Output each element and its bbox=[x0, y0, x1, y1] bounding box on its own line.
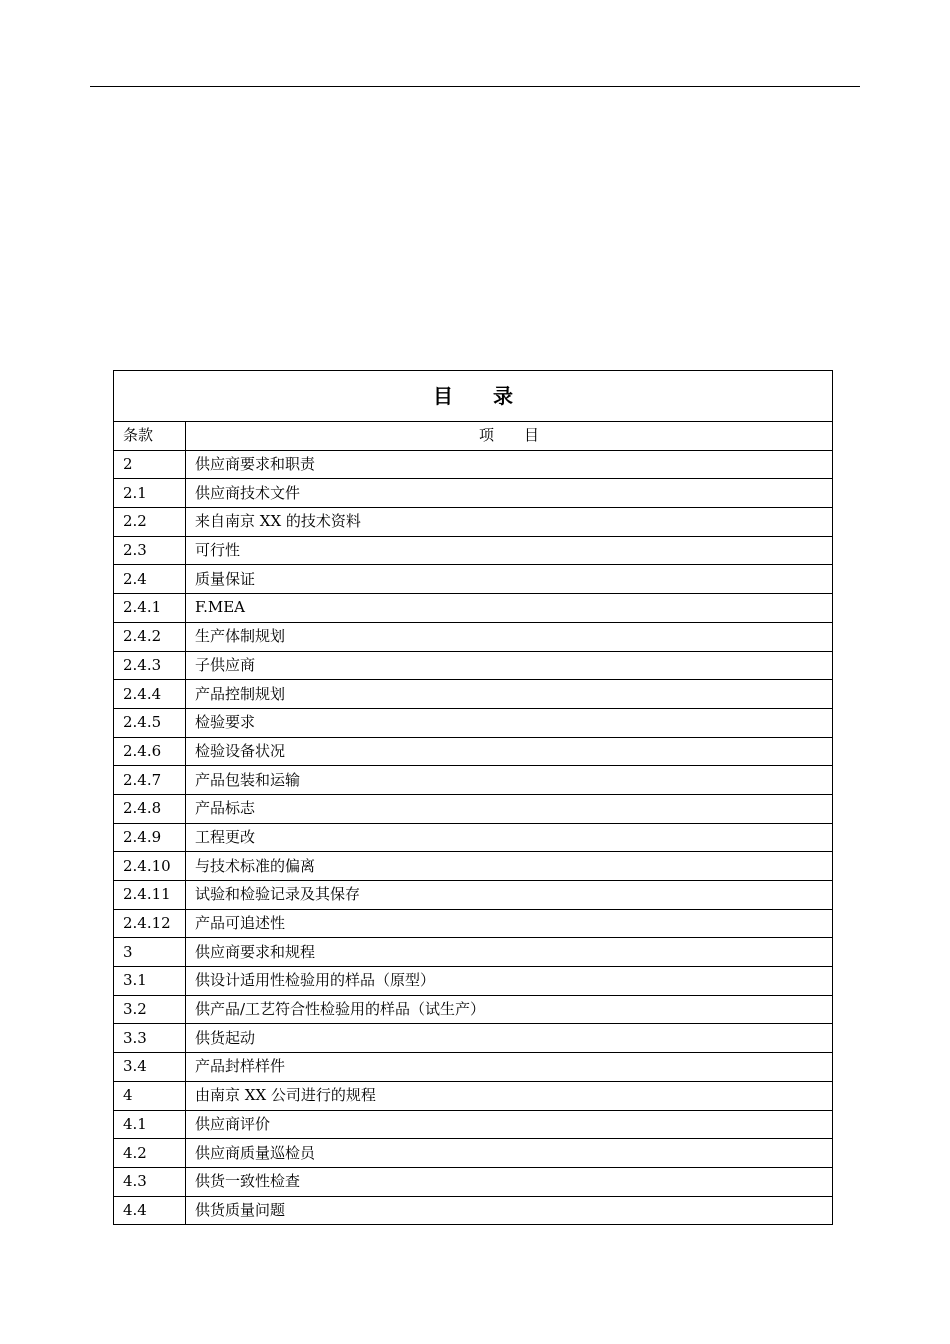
item-title: 产品标志 bbox=[186, 794, 833, 823]
clause-number: 2.4.6 bbox=[114, 737, 186, 766]
table-row bbox=[114, 995, 833, 1024]
table-row bbox=[114, 594, 833, 623]
item-title: 供应商要求和职责 bbox=[186, 450, 833, 479]
item-title: 供应商技术文件 bbox=[186, 479, 833, 508]
item-title: 试验和检验记录及其保存 bbox=[186, 881, 833, 910]
item-title: 可行性 bbox=[186, 536, 833, 565]
clause-number: 3.2 bbox=[114, 995, 186, 1024]
table-row bbox=[114, 1196, 833, 1225]
table-row bbox=[114, 651, 833, 680]
clause-number: 2.4.1 bbox=[114, 594, 186, 623]
clause-number: 3.1 bbox=[114, 967, 186, 996]
item-title: 供产品/工艺符合性检验用的样品（试生产） bbox=[186, 995, 833, 1024]
table-row bbox=[114, 536, 833, 565]
clause-number: 2.4.4 bbox=[114, 680, 186, 709]
table-row bbox=[114, 794, 833, 823]
item-title: 工程更改 bbox=[186, 823, 833, 852]
table-row bbox=[114, 823, 833, 852]
item-title: 供应商评价 bbox=[186, 1110, 833, 1139]
table-row bbox=[114, 1167, 833, 1196]
item-title: 供设计适用性检验用的样品（原型） bbox=[186, 967, 833, 996]
item-title: 供货起动 bbox=[186, 1024, 833, 1053]
clause-number: 3.3 bbox=[114, 1024, 186, 1053]
item-title: 产品可追述性 bbox=[186, 909, 833, 938]
clause-number: 3.4 bbox=[114, 1053, 186, 1082]
item-title: 产品控制规划 bbox=[186, 680, 833, 709]
clause-number: 4.1 bbox=[114, 1110, 186, 1139]
clause-number: 2.4.3 bbox=[114, 651, 186, 680]
table-row bbox=[114, 967, 833, 996]
clause-number: 2.4 bbox=[114, 565, 186, 594]
item-title: F.MEA bbox=[186, 594, 833, 623]
clause-number: 2.4.2 bbox=[114, 622, 186, 651]
clause-number: 2.4.11 bbox=[114, 881, 186, 910]
table-row bbox=[114, 852, 833, 881]
clause-number: 2.2 bbox=[114, 508, 186, 537]
item-title: 由南京 XX 公司进行的规程 bbox=[186, 1081, 833, 1110]
table-row bbox=[114, 1139, 833, 1168]
item-title: 质量保证 bbox=[186, 565, 833, 594]
clause-number: 2.4.10 bbox=[114, 852, 186, 881]
table-row bbox=[114, 909, 833, 938]
column-header-item: 项 目 bbox=[186, 422, 833, 451]
table-row bbox=[114, 708, 833, 737]
toc-title: 目 录 bbox=[114, 371, 833, 422]
table-row bbox=[114, 1024, 833, 1053]
table-row bbox=[114, 565, 833, 594]
table-row bbox=[114, 766, 833, 795]
clause-number: 2.3 bbox=[114, 536, 186, 565]
table-row bbox=[114, 479, 833, 508]
table-row bbox=[114, 938, 833, 967]
table-row bbox=[114, 881, 833, 910]
clause-number: 4.3 bbox=[114, 1167, 186, 1196]
clause-number: 4.4 bbox=[114, 1196, 186, 1225]
clause-number: 2 bbox=[114, 450, 186, 479]
toc-title-row bbox=[114, 371, 833, 422]
item-title: 检验要求 bbox=[186, 708, 833, 737]
item-title: 子供应商 bbox=[186, 651, 833, 680]
clause-number: 2.4.9 bbox=[114, 823, 186, 852]
table-row bbox=[114, 1053, 833, 1082]
clause-number: 4 bbox=[114, 1081, 186, 1110]
table-row bbox=[114, 1110, 833, 1139]
table-row bbox=[114, 450, 833, 479]
item-title: 供货质量问题 bbox=[186, 1196, 833, 1225]
clause-number: 2.4.12 bbox=[114, 909, 186, 938]
table-row bbox=[114, 622, 833, 651]
clause-number: 2.4.7 bbox=[114, 766, 186, 795]
toc-header-row bbox=[114, 422, 833, 451]
item-title: 产品封样样件 bbox=[186, 1053, 833, 1082]
clause-number: 2.4.5 bbox=[114, 708, 186, 737]
item-title: 检验设备状况 bbox=[186, 737, 833, 766]
table-row bbox=[114, 1081, 833, 1110]
header-rule bbox=[90, 86, 860, 87]
clause-number: 3 bbox=[114, 938, 186, 967]
item-title: 与技术标准的偏离 bbox=[186, 852, 833, 881]
clause-number: 2.4.8 bbox=[114, 794, 186, 823]
item-title: 生产体制规划 bbox=[186, 622, 833, 651]
item-title: 供应商质量巡检员 bbox=[186, 1139, 833, 1168]
toc-table bbox=[113, 370, 833, 1225]
table-row bbox=[114, 737, 833, 766]
item-title: 供货一致性检查 bbox=[186, 1167, 833, 1196]
item-title: 供应商要求和规程 bbox=[186, 938, 833, 967]
item-title: 来自南京 XX 的技术资料 bbox=[186, 508, 833, 537]
table-row bbox=[114, 508, 833, 537]
item-title: 产品包装和运输 bbox=[186, 766, 833, 795]
table-row bbox=[114, 680, 833, 709]
column-header-clause: 条款 bbox=[114, 422, 186, 451]
clause-number: 4.2 bbox=[114, 1139, 186, 1168]
clause-number: 2.1 bbox=[114, 479, 186, 508]
